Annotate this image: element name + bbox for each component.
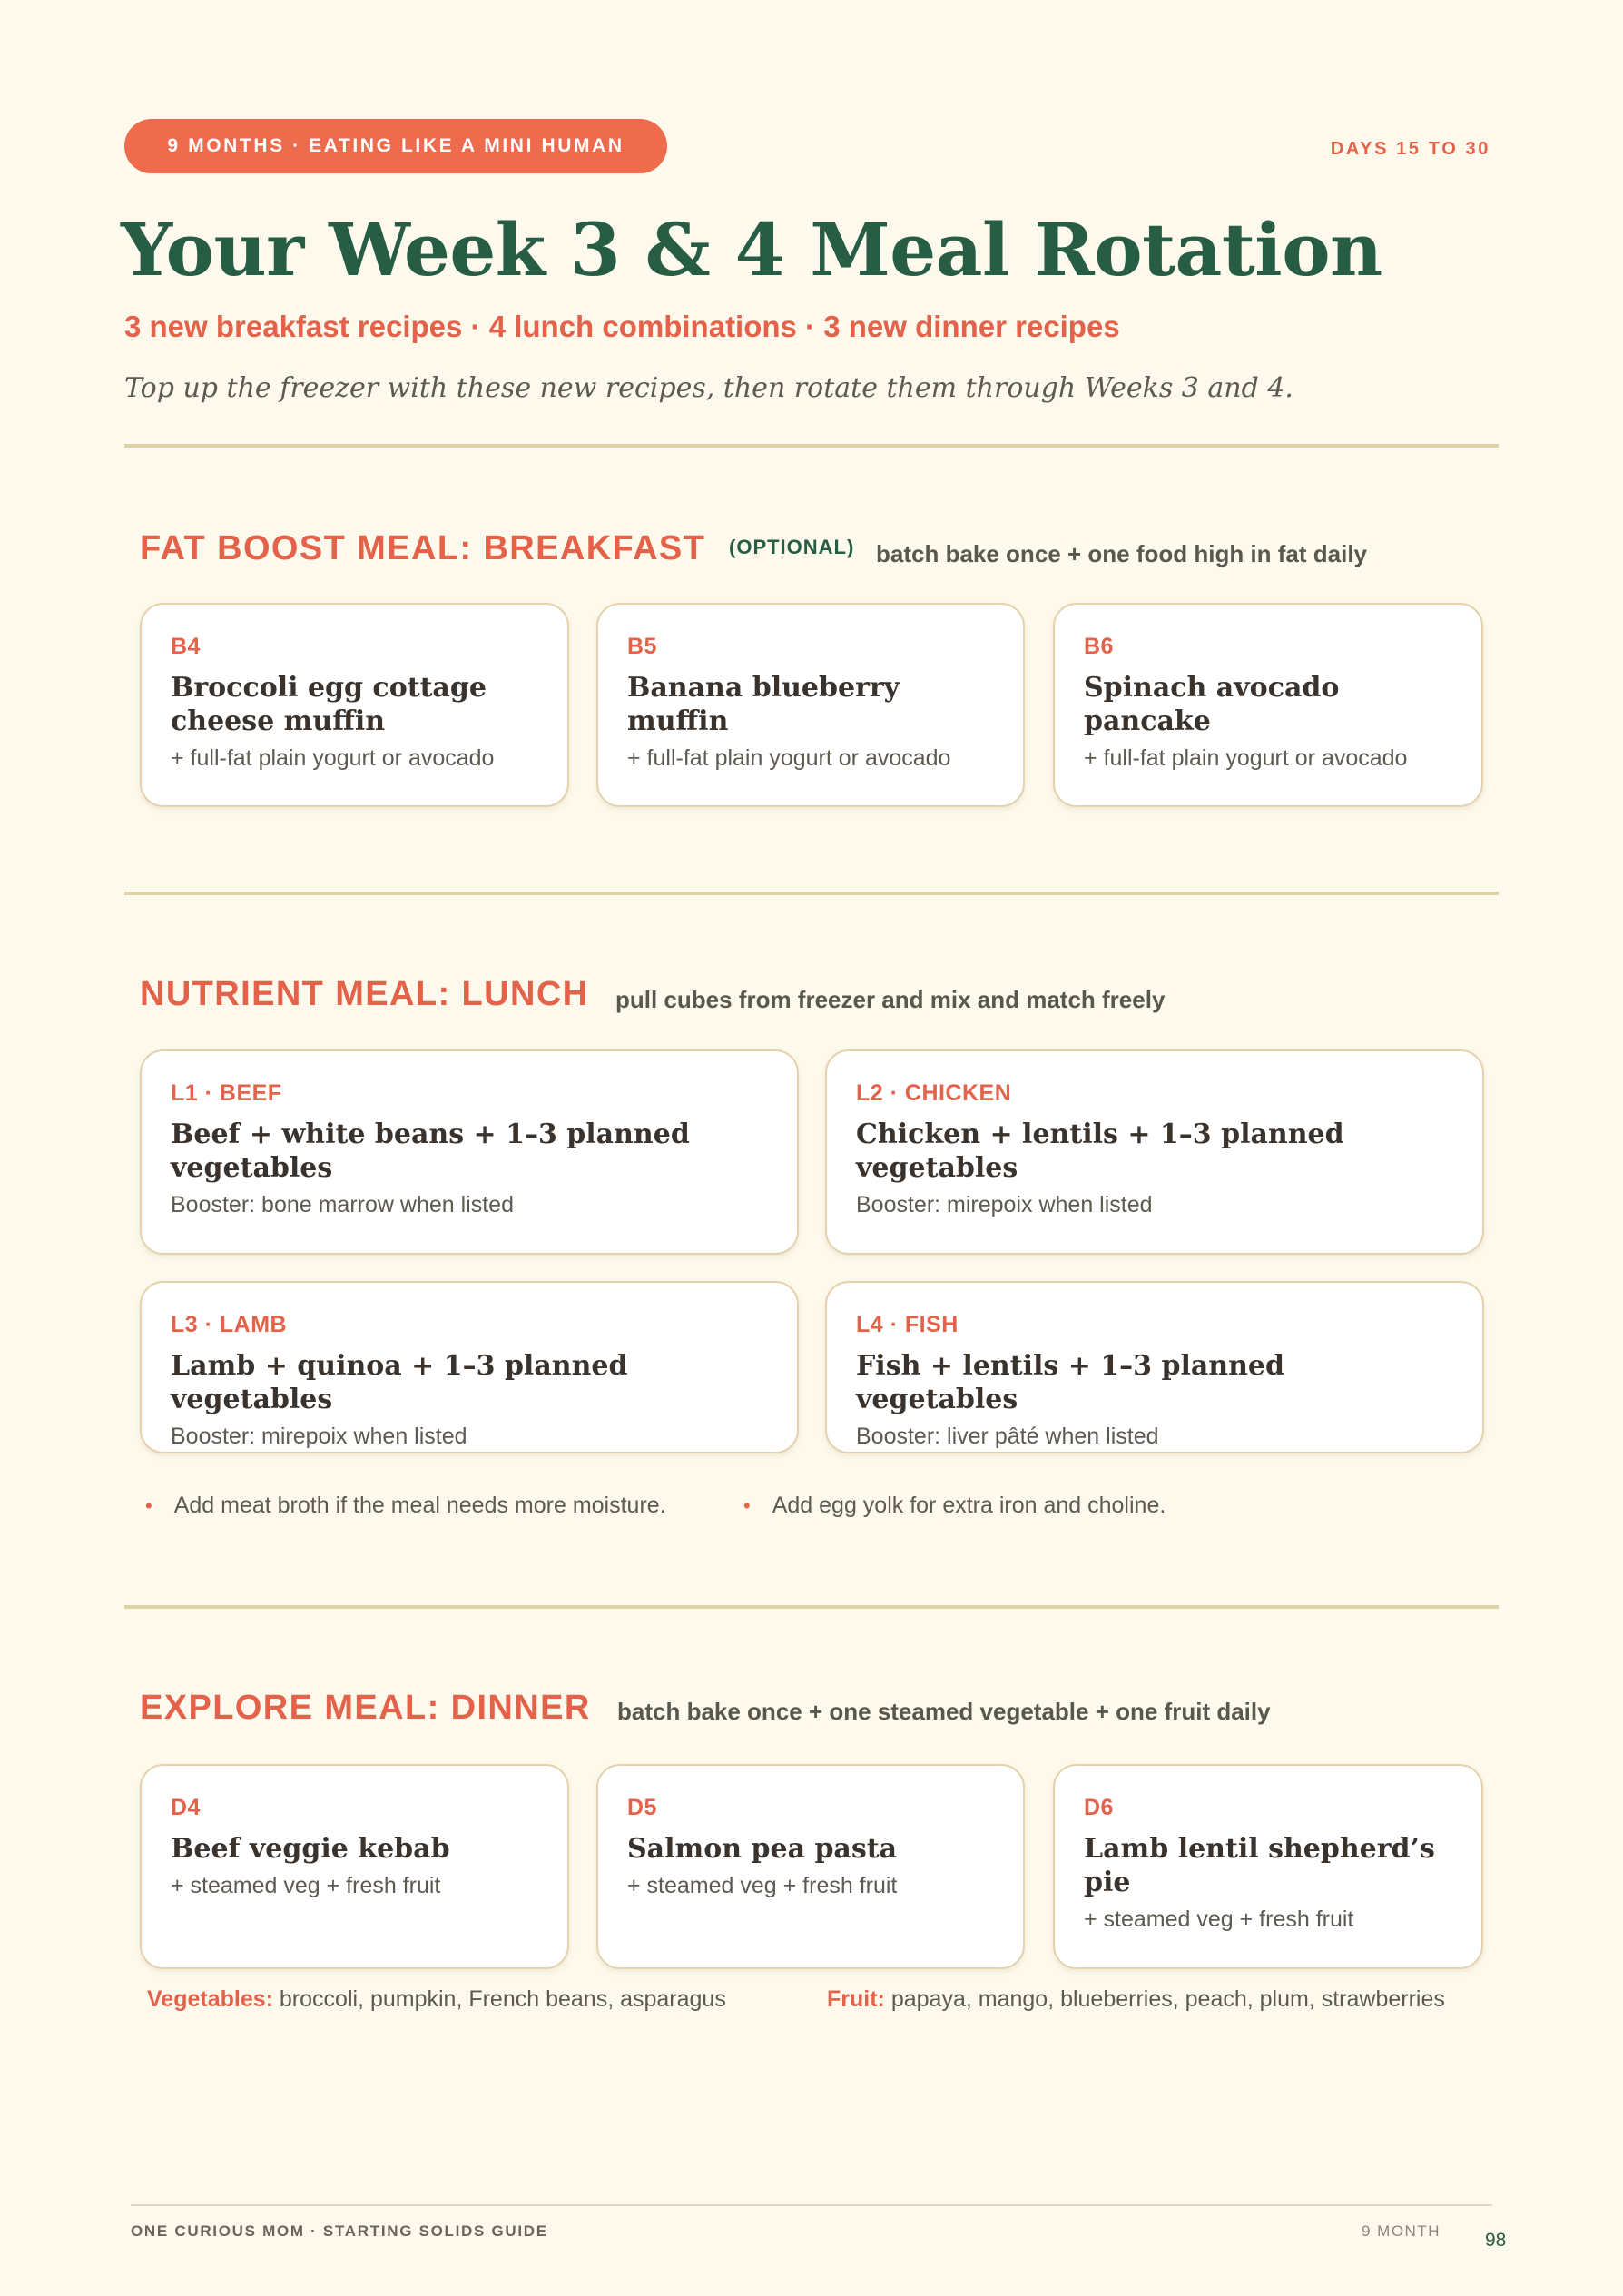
page-title: Your Week 3 & 4 Meal Rotation — [121, 207, 1382, 292]
combo-booster: Booster: liver pâté when listed — [856, 1424, 1159, 1449]
recipe-code: B5 — [627, 634, 657, 659]
recipe-addon: + steamed veg + fresh fruit — [1084, 1907, 1354, 1932]
recipe-code: D4 — [171, 1795, 201, 1820]
combo-name: Chicken + lentils + 1–3 planned vegetables — [856, 1118, 1344, 1184]
combo-card-l1 — [140, 1049, 799, 1255]
days-label: DAYS 15 TO 30 — [1330, 139, 1490, 159]
recipe-name: Banana blueberry muffin — [627, 672, 900, 737]
recipe-code: D5 — [627, 1795, 657, 1820]
recipe-addon: + full-fat plain yogurt or avocado — [627, 745, 951, 771]
lunch-tip — [743, 1493, 1166, 1519]
footer-guide-name: ONE CURIOUS MOM · STARTING SOLIDS GUIDE — [131, 2222, 548, 2240]
footer-section: 9 MONTH — [1362, 2222, 1441, 2240]
combo-booster: Booster: mirepoix when listed — [171, 1424, 467, 1449]
recipe-name: Broccoli egg cottage cheese muffin — [171, 672, 487, 737]
combo-code: L2 · CHICKEN — [856, 1080, 1012, 1106]
breakfast-section-title: FAT BOOST MEAL: BREAKFAST — [140, 529, 706, 567]
intro-text: Top up the freezer with these new recipes, then rotate them through Weeks 3 and 4. — [124, 372, 1293, 404]
combo-code: L1 · BEEF — [171, 1080, 282, 1106]
fruit-label: Fruit: — [827, 1986, 885, 2012]
lunch-tip — [145, 1493, 666, 1519]
recipe-card-d5 — [596, 1764, 1025, 1969]
recipe-card-b5 — [596, 603, 1025, 807]
recipe-addon: + steamed veg + fresh fruit — [627, 1873, 898, 1898]
combo-booster: Booster: bone marrow when listed — [171, 1192, 514, 1217]
combo-name: Beef + white beans + 1–3 planned vegetables — [171, 1118, 690, 1184]
combo-booster: Booster: mirepoix when listed — [856, 1192, 1153, 1217]
recipe-name: Spinach avocado pancake — [1084, 672, 1340, 737]
combo-name: Fish + lentils + 1–3 planned vegetables — [856, 1350, 1284, 1415]
page-number: 98 — [1485, 2230, 1507, 2251]
breakfast-section-note: batch bake once + one food high in fat daily — [876, 540, 1368, 567]
page-subtitle: 3 new breakfast recipes · 4 lunch combinations · 3 new dinner recipes — [124, 310, 1120, 343]
combo-card-l4 — [825, 1281, 1484, 1453]
recipe-addon: + full-fat plain yogurt or avocado — [1084, 745, 1408, 771]
recipe-code: D6 — [1084, 1795, 1114, 1820]
combo-name: Lamb + quinoa + 1–3 planned vegetables — [171, 1350, 628, 1415]
divider — [124, 444, 1499, 448]
recipe-code: B4 — [171, 634, 201, 659]
vegetables-values: broccoli, pumpkin, French beans, asparagus — [279, 1986, 726, 2012]
combo-code: L3 · LAMB — [171, 1312, 288, 1337]
age-badge: 9 MONTHS · EATING LIKE A MINI HUMAN — [124, 119, 667, 173]
recipe-name: Salmon pea pasta — [627, 1833, 898, 1865]
tip-text: Add egg yolk for extra iron and choline. — [772, 1493, 1166, 1518]
combo-card-l2 — [825, 1049, 1484, 1255]
recipe-name: Lamb lentil shepherd’s pie — [1084, 1833, 1435, 1898]
divider — [124, 892, 1499, 895]
divider — [124, 1605, 1499, 1609]
vegetables-label: Vegetables: — [147, 1986, 273, 2012]
vegetables-list — [147, 1986, 726, 2013]
lunch-section-note: pull cubes from freezer and mix and match freely — [615, 986, 1166, 1013]
bullet-icon: • — [743, 1494, 751, 1517]
fruit-list — [827, 1986, 1445, 2013]
combo-card-l3 — [140, 1281, 799, 1453]
recipe-code: B6 — [1084, 634, 1114, 659]
recipe-name: Beef veggie kebab — [171, 1833, 450, 1865]
footer-rule — [131, 2204, 1492, 2206]
dinner-section-title: EXPLORE MEAL: DINNER — [140, 1689, 591, 1727]
fruit-values: papaya, mango, blueberries, peach, plum, strawberries — [890, 1986, 1445, 2012]
bullet-icon: • — [145, 1494, 152, 1517]
optional-tag: (OPTIONAL) — [729, 536, 855, 558]
recipe-card-b6 — [1053, 603, 1483, 807]
dinner-section-note: batch bake once + one steamed vegetable + one fruit daily — [617, 1698, 1271, 1725]
recipe-card-b4 — [140, 603, 569, 807]
recipe-card-d6 — [1053, 1764, 1483, 1969]
recipe-addon: + steamed veg + fresh fruit — [171, 1873, 441, 1898]
recipe-card-d4 — [140, 1764, 569, 1969]
combo-code: L4 · FISH — [856, 1312, 959, 1337]
lunch-section-title: NUTRIENT MEAL: LUNCH — [140, 975, 589, 1013]
recipe-addon: + full-fat plain yogurt or avocado — [171, 745, 495, 771]
tip-text: Add meat broth if the meal needs more moisture. — [173, 1493, 666, 1518]
